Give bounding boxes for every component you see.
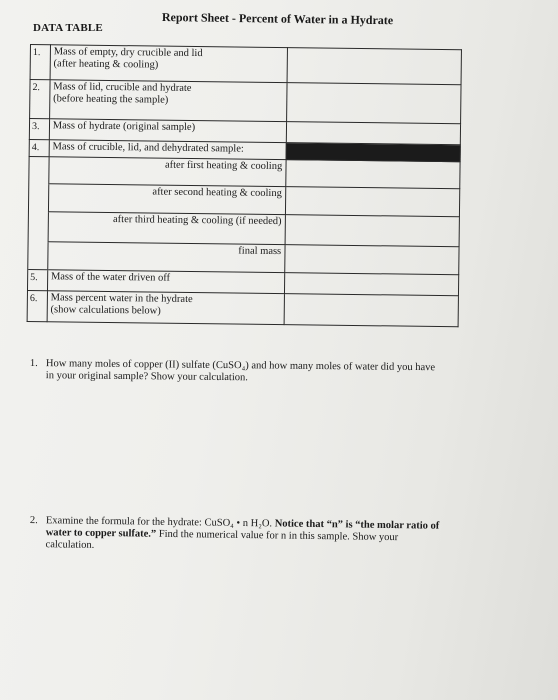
data-table <box>27 44 462 327</box>
row-number: 4. <box>29 139 49 156</box>
value-cell[interactable] <box>285 214 460 246</box>
row-number-blank <box>28 183 48 211</box>
row-sub-description: final mass <box>48 241 285 272</box>
row-sub-description: after second heating & cooling <box>48 183 285 214</box>
row-sub-description: after third heating & cooling (if needed) <box>48 211 285 244</box>
table-row <box>30 45 461 85</box>
row-number-blank <box>28 241 48 270</box>
question-1 <box>30 358 500 387</box>
value-cell[interactable] <box>284 244 459 275</box>
row-description-line: Mass percent water in the hydrate <box>50 292 193 306</box>
row-description-line: Mass of lid, crucible and hydrate <box>53 81 192 94</box>
value-cell[interactable] <box>285 186 460 216</box>
question-text-bold: water to copper sulfate.” <box>45 527 157 540</box>
table-row <box>30 80 461 124</box>
question-text: in your original sample? Show your calculation. <box>45 370 248 384</box>
question-text: Examine the formula for the hydrate: CuSO₄ • n H₂O. <box>45 515 273 530</box>
row-number: 3. <box>29 119 49 140</box>
shaded-cell <box>286 143 460 162</box>
value-cell[interactable] <box>287 48 462 85</box>
value-cell[interactable] <box>285 160 460 189</box>
row-description <box>49 80 286 122</box>
question-text: How many moles of copper (II) sulfate (CuSO₄) and how many moles of water did you have <box>45 358 436 374</box>
value-cell[interactable] <box>286 83 461 124</box>
question-text: calculation. <box>45 539 95 551</box>
data-table-label: DATA TABLE <box>33 22 103 34</box>
row-description-line: (before heating the sample) <box>53 93 169 106</box>
value-cell[interactable] <box>286 122 461 145</box>
row-number: 6. <box>27 290 47 321</box>
row-description <box>50 45 287 83</box>
row-description-line: (show calculations below) <box>50 304 161 317</box>
question-text-bold: Notice that “n” is “the molar ratio of <box>272 518 440 532</box>
row-description: Mass of the water driven off <box>47 270 284 294</box>
row-sub-description: after first heating & cooling <box>49 157 286 186</box>
row-description: Mass of crucible, lid, and dehydrated sample: <box>49 140 286 160</box>
value-cell[interactable] <box>284 294 459 327</box>
question-number: 1. <box>29 358 38 370</box>
row-description-line: (after heating & cooling) <box>53 58 159 71</box>
question-text: Find the numerical value for n in this sample. Show your <box>156 528 399 544</box>
row-number-blank <box>28 211 48 241</box>
row-number: 1. <box>30 45 50 80</box>
row-number-blank <box>29 156 49 183</box>
question-2 <box>29 515 509 558</box>
question-number: 2. <box>29 515 38 527</box>
row-description-line: Mass of empty, dry crucible and lid <box>53 46 203 60</box>
row-number: 5. <box>27 269 47 290</box>
row-description: Mass of hydrate (original sample) <box>49 119 286 143</box>
table-row <box>27 290 458 326</box>
value-cell[interactable] <box>284 273 459 296</box>
row-description <box>47 291 284 325</box>
report-sheet-title: Report Sheet - Percent of Water in a Hydrate <box>161 10 394 28</box>
row-number: 2. <box>30 80 50 119</box>
